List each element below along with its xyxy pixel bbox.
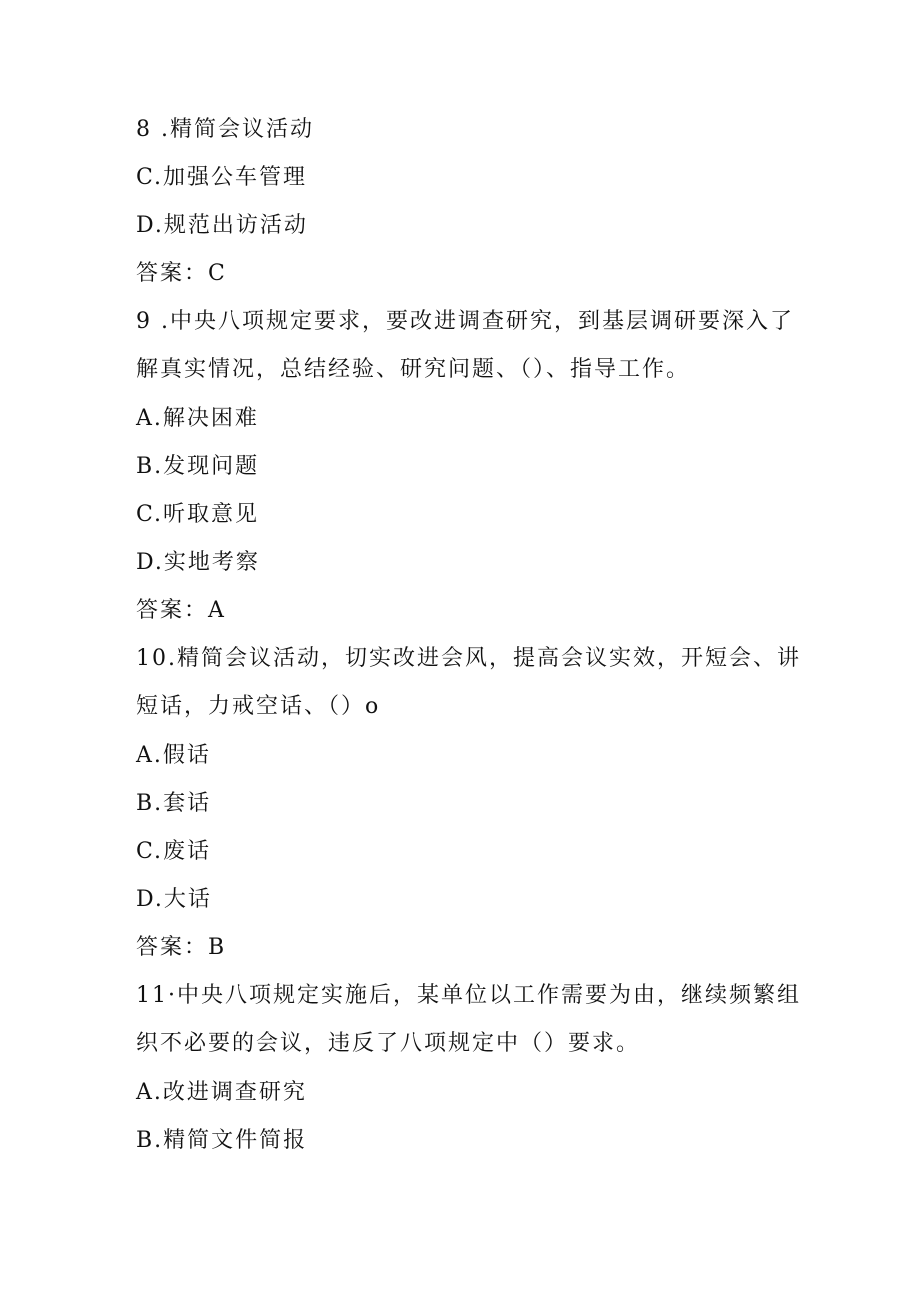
question-9-line-1: 9 .中央八项规定要求，要改进调查研究，到基层调研要深入了 xyxy=(136,309,794,334)
question-11-line-2: 织不必要的会议，违反了八项规定中（）要求。 xyxy=(136,1031,641,1056)
question-9-line-2: 解真实情况，总结经验、研究问题、（）、指导工作。 xyxy=(136,357,691,382)
question-11-line-1: 11·中央八项规定实施后，某单位以工作需要为由，继续频繁组 xyxy=(136,983,801,1008)
option-a-line: A.假话 xyxy=(136,743,211,768)
option-b-line: B.精简文件简报 xyxy=(136,1128,308,1153)
answer-line: 答案：A xyxy=(136,598,226,623)
answer-line: 答案：C xyxy=(136,261,227,286)
question-10-line-1: 10.精简会议活动，切实改进会风，提高会议实效，开短会、讲 xyxy=(136,646,801,671)
option-c-line: C.听取意见 xyxy=(136,502,260,527)
option-c-line: C.加强公车管理 xyxy=(136,165,308,190)
option-a-line: A.改进调查研究 xyxy=(136,1080,307,1105)
option-a-line: A.解决困难 xyxy=(136,406,259,431)
option-b-line: B.发现问题 xyxy=(136,454,260,479)
option-d-line: D.实地考察 xyxy=(136,550,260,575)
option-b-line: B.套话 xyxy=(136,791,212,816)
option-d-line: D.大话 xyxy=(136,887,212,912)
option-c-line: C.废话 xyxy=(136,839,212,864)
answer-line: 答案：B xyxy=(136,935,227,960)
question-10-line-2: 短话，力戒空话、（）o xyxy=(136,694,381,719)
option-d-line: D.规范出访活动 xyxy=(136,213,308,238)
option-8-line: 8 .精简会议活动 xyxy=(136,117,314,142)
